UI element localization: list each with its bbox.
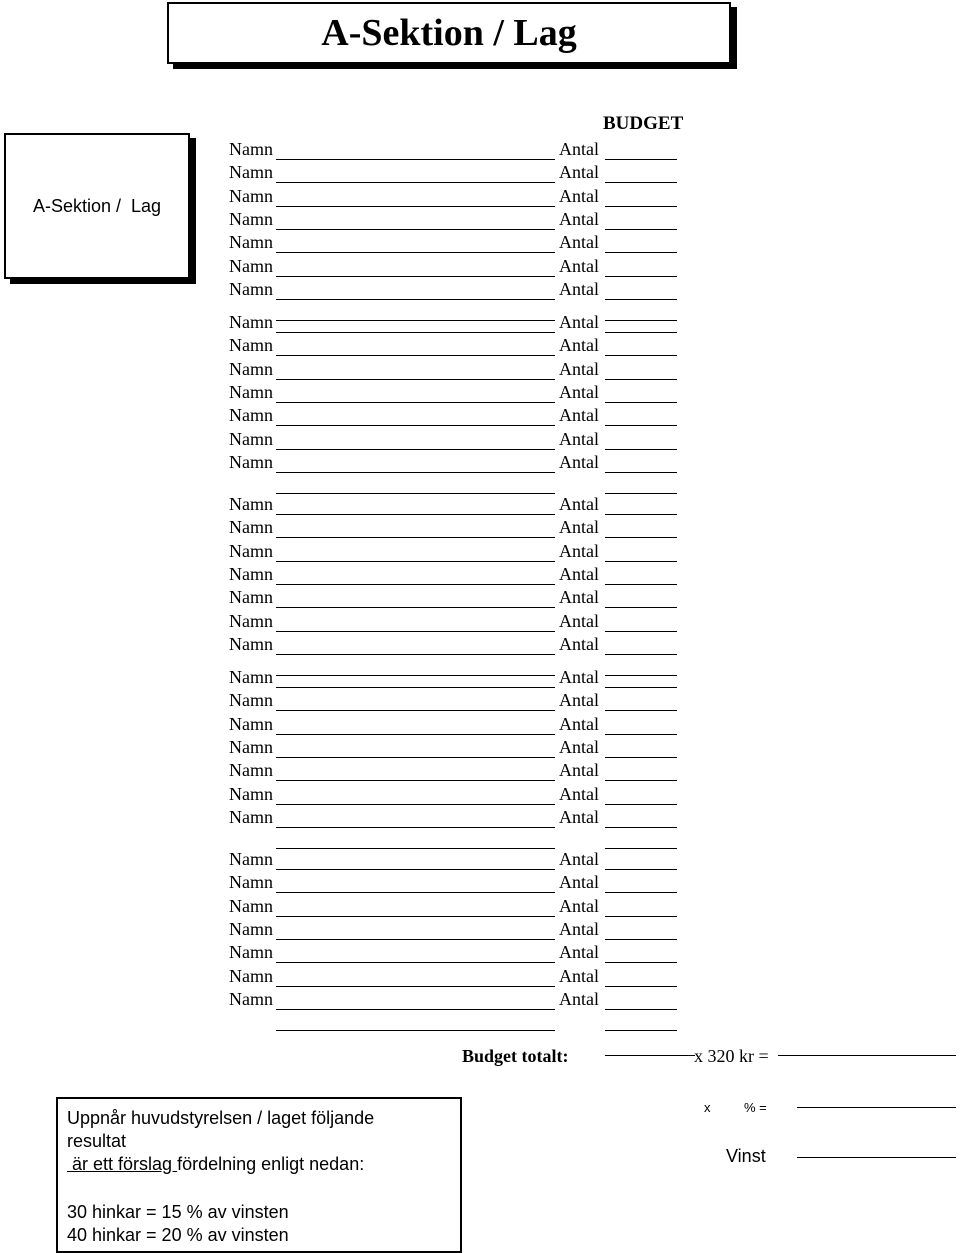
namn-field[interactable] [276, 514, 555, 515]
antal-field-extra[interactable] [605, 1030, 677, 1031]
namn-field-extra[interactable] [276, 1030, 555, 1031]
antal-label: Antal [559, 405, 599, 426]
namn-field[interactable] [276, 332, 555, 333]
name-count-row [0, 429, 960, 452]
namn-field[interactable] [276, 449, 555, 450]
namn-field[interactable] [276, 472, 555, 473]
antal-label: Antal [559, 783, 599, 804]
namn-field[interactable] [276, 584, 555, 585]
name-count-row [0, 256, 960, 279]
namn-field[interactable] [276, 916, 555, 917]
namn-field[interactable] [276, 561, 555, 562]
antal-label: Antal [559, 162, 599, 183]
budget-heading: BUDGET [603, 113, 684, 129]
antal-field[interactable] [605, 299, 677, 300]
antal-field[interactable] [605, 654, 677, 655]
namn-field[interactable] [276, 537, 555, 538]
namn-label: Namn [229, 278, 273, 299]
antal-label: Antal [559, 690, 599, 711]
percent-result-field[interactable] [797, 1107, 956, 1108]
antal-label: Antal [559, 667, 599, 687]
namn-label: Namn [229, 451, 273, 472]
name-count-row [0, 209, 960, 232]
antal-field[interactable] [605, 710, 677, 711]
namn-label: Namn [229, 918, 273, 939]
namn-label: Namn [229, 872, 273, 893]
name-count-row [0, 587, 960, 610]
namn-field[interactable] [276, 631, 555, 632]
namn-label: Namn [229, 517, 273, 538]
antal-field[interactable] [605, 1009, 677, 1010]
antal-label: Antal [559, 255, 599, 276]
antal-label: Antal [559, 736, 599, 757]
antal-label: Antal [559, 988, 599, 1009]
name-count-row [0, 737, 960, 760]
antal-label: Antal [559, 918, 599, 939]
namn-label: Namn [229, 540, 273, 561]
page-title-text: A-Sektion / Lag [321, 12, 577, 54]
namn-label: Namn [229, 185, 273, 206]
antal-label: Antal [559, 563, 599, 584]
namn-label: Namn [229, 312, 273, 332]
name-count-row [0, 966, 960, 989]
name-count-row [0, 232, 960, 255]
antal-field[interactable] [605, 986, 677, 987]
namn-field[interactable] [276, 892, 555, 893]
name-count-row [0, 760, 960, 783]
budget-multiplier: x 320 kr = [694, 1046, 769, 1066]
antal-label: Antal [559, 139, 599, 159]
name-count-row [0, 872, 960, 895]
namn-label: Namn [229, 690, 273, 711]
name-count-row [0, 139, 960, 162]
namn-label: Namn [229, 428, 273, 449]
antal-field[interactable] [605, 206, 677, 207]
percent-eq-label: % = [744, 1100, 767, 1115]
namn-label: Namn [229, 381, 273, 402]
name-count-row [0, 335, 960, 358]
namn-field[interactable] [276, 229, 555, 230]
antal-field[interactable] [605, 962, 677, 963]
name-count-row [0, 405, 960, 428]
namn-field[interactable] [276, 962, 555, 963]
budget-total-label: Budget totalt: [462, 1046, 569, 1066]
name-count-row [0, 312, 960, 335]
antal-label: Antal [559, 208, 599, 229]
name-count-row [0, 517, 960, 540]
antal-label: Antal [559, 358, 599, 379]
antal-label: Antal [559, 540, 599, 561]
namn-field[interactable] [276, 402, 555, 403]
antal-field[interactable] [605, 757, 677, 758]
name-count-row [0, 186, 960, 209]
info-paragraph [67, 1107, 457, 1176]
antal-label: Antal [559, 849, 599, 869]
namn-label: Namn [229, 610, 273, 631]
budget-sum-field[interactable] [778, 1055, 956, 1056]
antal-label: Antal [559, 587, 599, 608]
name-count-row [0, 611, 960, 634]
antal-label: Antal [559, 494, 599, 514]
antal-field[interactable] [605, 916, 677, 917]
antal-field[interactable] [605, 734, 677, 735]
namn-label: Namn [229, 335, 273, 356]
namn-label: Namn [229, 895, 273, 916]
namn-field[interactable] [276, 607, 555, 608]
antal-field[interactable] [605, 449, 677, 450]
namn-label: Namn [229, 965, 273, 986]
namn-field[interactable] [276, 654, 555, 655]
namn-field[interactable] [276, 804, 555, 805]
namn-label: Namn [229, 849, 273, 869]
namn-field[interactable] [276, 827, 555, 828]
info-line-3 [67, 1153, 457, 1176]
name-count-row [0, 452, 960, 475]
name-count-row [0, 849, 960, 872]
info-line-2: resultat [67, 1131, 127, 1151]
name-count-row [0, 494, 960, 517]
antal-field[interactable] [605, 561, 677, 562]
antal-label: Antal [559, 942, 599, 963]
name-count-row [0, 667, 960, 690]
namn-label: Namn [229, 713, 273, 734]
name-count-row [0, 714, 960, 737]
namn-field[interactable] [276, 355, 555, 356]
name-count-row [0, 382, 960, 405]
name-count-row [0, 564, 960, 587]
namn-label: Namn [229, 358, 273, 379]
antal-label: Antal [559, 965, 599, 986]
antal-field[interactable] [605, 780, 677, 781]
section-label-text: A-Sektion / Lag [32, 195, 162, 216]
antal-label: Antal [559, 185, 599, 206]
namn-label: Namn [229, 494, 273, 514]
antal-field[interactable] [605, 869, 677, 870]
antal-field[interactable] [605, 607, 677, 608]
namn-label: Namn [229, 736, 273, 757]
namn-field[interactable] [276, 687, 555, 688]
namn-label: Namn [229, 633, 273, 654]
name-count-row [0, 919, 960, 942]
namn-field[interactable] [276, 1009, 555, 1010]
antal-label: Antal [559, 335, 599, 356]
namn-label: Namn [229, 139, 273, 159]
namn-field[interactable] [276, 734, 555, 735]
info-line-1: Uppnår huvudstyrelsen / laget följande [67, 1108, 375, 1128]
namn-label: Namn [229, 563, 273, 584]
antal-label: Antal [559, 451, 599, 472]
antal-label: Antal [559, 381, 599, 402]
name-count-row [0, 690, 960, 713]
name-count-row [0, 541, 960, 564]
antal-label: Antal [559, 806, 599, 827]
name-count-row [0, 989, 960, 1012]
rule-30-hinkar: 30 hinkar = 15 % av vinsten [67, 1202, 289, 1222]
namn-label: Namn [229, 783, 273, 804]
name-count-row [0, 784, 960, 807]
namn-field[interactable] [276, 252, 555, 253]
antal-field[interactable] [605, 584, 677, 585]
namn-field[interactable] [276, 869, 555, 870]
antal-label: Antal [559, 760, 599, 781]
name-count-row [0, 162, 960, 185]
antal-field[interactable] [605, 892, 677, 893]
vinst-label: Vinst [726, 1146, 766, 1166]
namn-field[interactable] [276, 182, 555, 183]
antal-label: Antal [559, 872, 599, 893]
namn-field[interactable] [276, 939, 555, 940]
namn-label: Namn [229, 232, 273, 253]
antal-field[interactable] [605, 537, 677, 538]
antal-field[interactable] [605, 402, 677, 403]
antal-field[interactable] [605, 472, 677, 473]
name-count-row [0, 279, 960, 302]
namn-label: Namn [229, 760, 273, 781]
antal-field[interactable] [605, 425, 677, 426]
namn-label: Namn [229, 988, 273, 1009]
antal-label: Antal [559, 278, 599, 299]
info-line-3-underlined: är ett förslag [67, 1154, 178, 1174]
namn-label: Namn [229, 255, 273, 276]
antal-field[interactable] [605, 332, 677, 333]
namn-field[interactable] [276, 206, 555, 207]
antal-field[interactable] [605, 804, 677, 805]
antal-label: Antal [559, 895, 599, 916]
antal-field[interactable] [605, 252, 677, 253]
antal-label: Antal [559, 610, 599, 631]
name-count-row [0, 896, 960, 919]
antal-field[interactable] [605, 687, 677, 688]
namn-field[interactable] [276, 710, 555, 711]
antal-label: Antal [559, 633, 599, 654]
antal-label: Antal [559, 232, 599, 253]
antal-field[interactable] [605, 159, 677, 160]
namn-field[interactable] [276, 159, 555, 160]
antal-field[interactable] [605, 182, 677, 183]
antal-field[interactable] [605, 827, 677, 828]
namn-label: Namn [229, 942, 273, 963]
namn-field[interactable] [276, 757, 555, 758]
budget-total-field[interactable] [605, 1055, 695, 1056]
namn-field[interactable] [276, 276, 555, 277]
namn-label: Namn [229, 162, 273, 183]
percent-x-label: x [704, 1100, 711, 1115]
name-count-row [0, 359, 960, 382]
namn-field[interactable] [276, 425, 555, 426]
antal-label: Antal [559, 713, 599, 734]
antal-field[interactable] [605, 379, 677, 380]
antal-field[interactable] [605, 355, 677, 356]
namn-label: Namn [229, 587, 273, 608]
antal-field[interactable] [605, 229, 677, 230]
name-count-row [0, 807, 960, 830]
info-rules [67, 1201, 289, 1247]
antal-field[interactable] [605, 276, 677, 277]
name-count-row [0, 634, 960, 657]
distribution-info-box [56, 1097, 462, 1253]
antal-field[interactable] [605, 939, 677, 940]
name-count-row [0, 942, 960, 965]
namn-label: Namn [229, 806, 273, 827]
antal-label: Antal [559, 312, 599, 332]
rule-40-hinkar: 40 hinkar = 20 % av vinsten [67, 1225, 289, 1245]
info-line-3-rest: fördelning enligt nedan: [177, 1154, 365, 1174]
antal-field[interactable] [605, 514, 677, 515]
namn-label: Namn [229, 405, 273, 426]
namn-label: Namn [229, 208, 273, 229]
namn-label: Namn [229, 667, 273, 687]
page-title [167, 2, 731, 64]
antal-label: Antal [559, 428, 599, 449]
antal-field[interactable] [605, 631, 677, 632]
namn-field[interactable] [276, 299, 555, 300]
antal-label: Antal [559, 517, 599, 538]
vinst-field[interactable] [797, 1157, 956, 1158]
namn-field[interactable] [276, 780, 555, 781]
namn-field[interactable] [276, 379, 555, 380]
namn-field[interactable] [276, 986, 555, 987]
